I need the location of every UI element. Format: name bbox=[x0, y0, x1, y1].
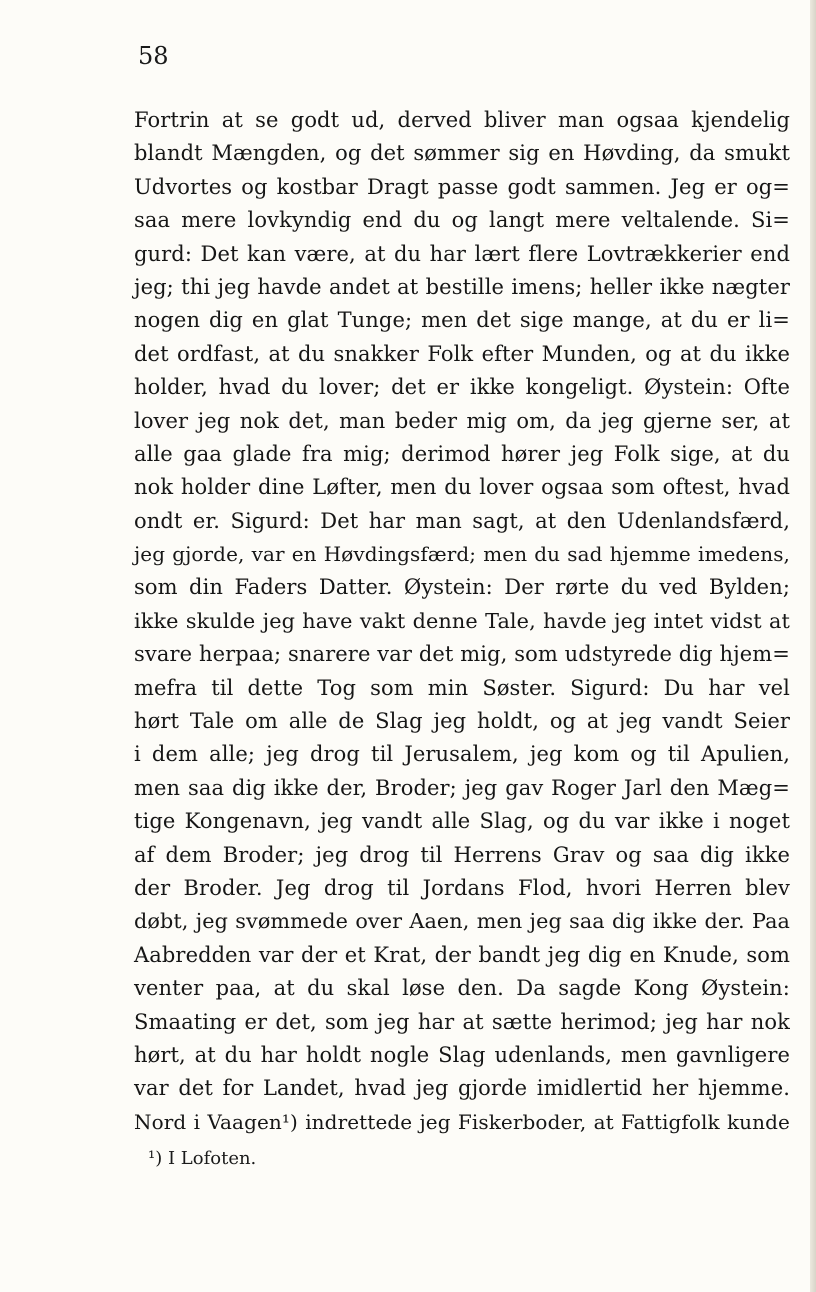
body-text bbox=[134, 104, 790, 1139]
page-number: 58 bbox=[138, 42, 169, 70]
text-line: ondt er. Sigurd: Det har man sagt, at den Udenlandsfærd, bbox=[134, 508, 790, 533]
text-line: var det for Landet, hvad jeg gjorde imidlertid her hjemme. bbox=[134, 1076, 790, 1101]
text-line: Nord i Vaagen¹) indrettede jeg Fiskerboder, at Fattigfolk kunde bbox=[134, 1109, 790, 1134]
text-line: jeg; thi jeg havde andet at bestille imens; heller ikke nægter bbox=[134, 274, 790, 299]
text-line: mefra til dette Tog som min Søster. Sigurd: Du har vel bbox=[134, 675, 790, 700]
text-line: nok holder dine Løfter, men du lover ogsaa som oftest, hvad bbox=[134, 475, 790, 500]
text-line: saa mere lovkyndig end du og langt mere veltalende. Si= bbox=[134, 208, 790, 233]
text-line: gurd: Det kan være, at du har lært flere Lovtrækkerier end bbox=[134, 241, 790, 266]
text-line: hørt Tale om alle de Slag jeg holdt, og at jeg vandt Seier bbox=[134, 709, 790, 734]
text-line: svare herpaa; snarere var det mig, som udstyrede dig hjem= bbox=[134, 642, 790, 667]
text-line: venter paa, at du skal løse den. Da sagde Kong Øystein: bbox=[134, 976, 790, 1001]
text-line: Udvortes og kostbar Dragt passe godt sammen. Jeg er og= bbox=[134, 174, 790, 199]
text-line: der Broder. Jeg drog til Jordans Flod, hvori Herren blev bbox=[134, 875, 790, 900]
footnote: ¹) I Lofoten. bbox=[148, 1148, 257, 1169]
text-line: lover jeg nok det, man beder mig om, da jeg gjerne ser, at bbox=[134, 408, 790, 433]
text-line: tige Kongenavn, jeg vandt alle Slag, og du var ikke i noget bbox=[134, 809, 790, 834]
text-line: men saa dig ikke der, Broder; jeg gav Roger Jarl den Mæg= bbox=[134, 775, 790, 800]
text-line: døbt, jeg svømmede over Aaen, men jeg saa dig ikke der. Paa bbox=[134, 909, 790, 934]
text-line: alle gaa glade fra mig; derimod hører jeg Folk sige, at du bbox=[134, 441, 790, 466]
text-line: holder, hvad du lover; det er ikke kongeligt. Øystein: Ofte bbox=[134, 375, 790, 400]
text-line: nogen dig en glat Tunge; men det sige mange, at du er li= bbox=[134, 308, 790, 333]
text-line: blandt Mængden, og det sømmer sig en Høvding, da smukt bbox=[134, 141, 790, 166]
text-line: Smaating er det, som jeg har at sætte herimod; jeg har nok bbox=[134, 1009, 790, 1034]
text-line: det ordfast, at du snakker Folk efter Munden, og at du ikke bbox=[134, 341, 790, 366]
text-line: hørt, at du har holdt nogle Slag udenlands, men gavnligere bbox=[134, 1042, 790, 1067]
text-line: i dem alle; jeg drog til Jerusalem, jeg kom og til Apulien, bbox=[134, 742, 790, 767]
text-line: som din Faders Datter. Øystein: Der rørte du ved Bylden; bbox=[134, 575, 790, 600]
text-line: jeg gjorde, var en Høvdingsfærd; men du sad hjemme imedens, bbox=[134, 542, 790, 567]
text-line: af dem Broder; jeg drog til Herrens Grav og saa dig ikke bbox=[134, 842, 790, 867]
text-line: Fortrin at se godt ud, derved bliver man ogsaa kjendelig bbox=[134, 108, 790, 132]
page-edge bbox=[810, 0, 816, 1292]
text-line: ikke skulde jeg have vakt denne Tale, havde jeg intet vidst at bbox=[134, 608, 790, 633]
text-line: Aabredden var der et Krat, der bandt jeg dig en Knude, som bbox=[134, 942, 790, 967]
